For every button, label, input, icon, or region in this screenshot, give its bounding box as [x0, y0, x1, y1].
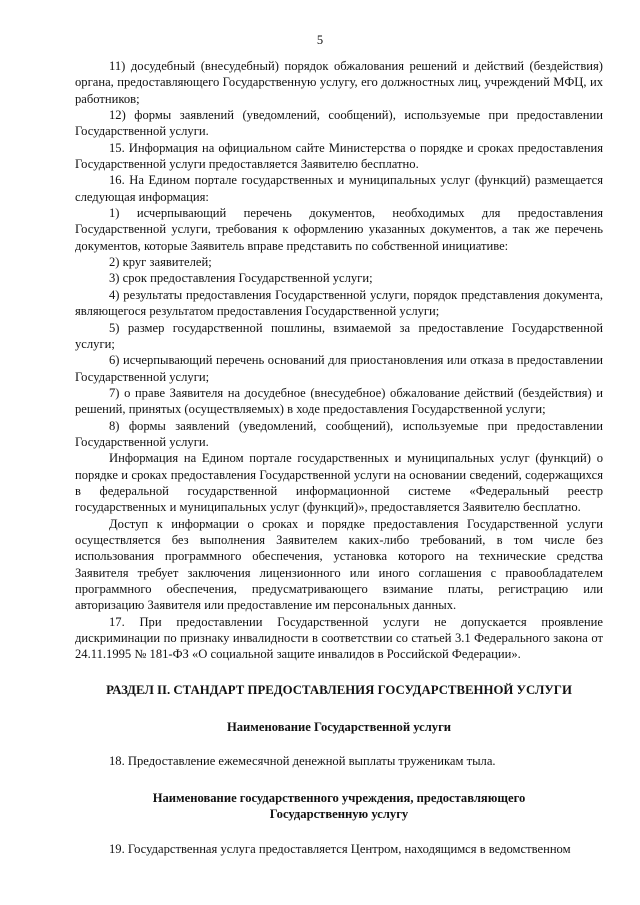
subheading-institution	[75, 790, 603, 823]
section-title: РАЗДЕЛ II. СТАНДАРТ ПРЕДОСТАВЛЕНИЯ ГОСУДАРСТВЕННОЙ УСЛУГИ	[106, 682, 572, 697]
subheading-institution-line-2: Государственную услугу	[269, 807, 409, 822]
list-item-8: 8) формы заявлений (уведомлений, сообщений), используемые при предоставлении Государственной услуги.	[75, 418, 603, 449]
list-item-7: 7) о праве Заявителя на досудебное (внесудебное) обжалование действий (бездействия) и решений, принятых (осуществляемых) в ходе предоставления Государственной услуги;	[75, 385, 603, 417]
paragraph-19: 19. Государственная услуга предоставляется Центром, находящимся в ведомственном	[109, 841, 571, 856]
list-item-5: 5) размер государственной пошлины, взимаемой за предоставление Государственной услуги;	[75, 320, 603, 351]
document-body	[75, 58, 603, 857]
paragraph-access-info: Доступ к информации о сроках и порядке предоставления Государственной услуги осуществляется без выполнения Заявителем каких-либо требований, в том числе без использования программного обеспечения, установка которого на технические средства Заявителя требует заключения лицензионного или иного соглашения с правообладателем программного обеспечения, предусматривающего взимание платы, регистрацию или авторизацию Заявителя или предоставление им персональных данных.	[75, 516, 603, 613]
page-number: 5	[316, 33, 324, 47]
subheading-service-name: Наименование Государственной услуги	[226, 719, 452, 734]
paragraph-16: 16. На Едином портале государственных и муниципальных услуг (функций) размещается следующая информация:	[75, 173, 603, 204]
list-item-2: 2) круг заявителей;	[109, 255, 212, 270]
list-item-4: 4) результаты предоставления Государственной услуги, порядок представления документа, являющегося результатом предоставления Государственной услуги;	[75, 287, 603, 319]
paragraph-18: 18. Предоставление ежемесячной денежной выплаты труженикам тыла.	[109, 754, 496, 769]
paragraph-item-12: 12) формы заявлений (уведомлений, сообщений), используемые при предоставлении Государственной услуги.	[75, 108, 603, 139]
paragraph-item-11: 11) досудебный (внесудебный) порядок обжалования решений и действий (бездействия) органа, предоставляющего Государственную услугу, его должностных лиц, учреждений МФЦ, их работников;	[75, 59, 603, 106]
subheading-institution-line-1: Наименование государственного учреждения, предоставляющего	[152, 790, 526, 805]
paragraph-17: 17. При предоставлении Государственной услуги не допускается проявление дискриминации по признаку инвалидности в соответствии со статьей 3.1 Федерального закона от 24.11.1995 № 181-ФЗ «О социальной защите инвалидов в Российской Федерации».	[75, 614, 603, 662]
list-item-3: 3) срок предоставления Государственной услуги;	[109, 271, 373, 286]
list-item-1: 1) исчерпывающий перечень документов, необходимых для предоставления Государственной услуги, требования к оформлению указанных документов, а так же перечень документов, которые Заявитель вправе представить по собственной инициативе:	[75, 206, 603, 253]
list-item-6: 6) исчерпывающий перечень оснований для приостановления или отказа в предоставлении Государственной услуги;	[75, 353, 603, 384]
paragraph-15: 15. Информация на официальном сайте Министерства о порядке и сроках предоставления Государственной услуги предоставляется Заявителю бесплатно.	[75, 140, 603, 172]
paragraph-portal-info: Информация на Едином портале государственных и муниципальных услуг (функций) о порядке и сроках предоставления Государственной услуги на основании сведений, содержащихся в федеральной государственной информационной системе «Федеральный реестр государственных и муниципальных услуг (функций)», предоставляется Заявителю бесплатно.	[75, 451, 603, 515]
